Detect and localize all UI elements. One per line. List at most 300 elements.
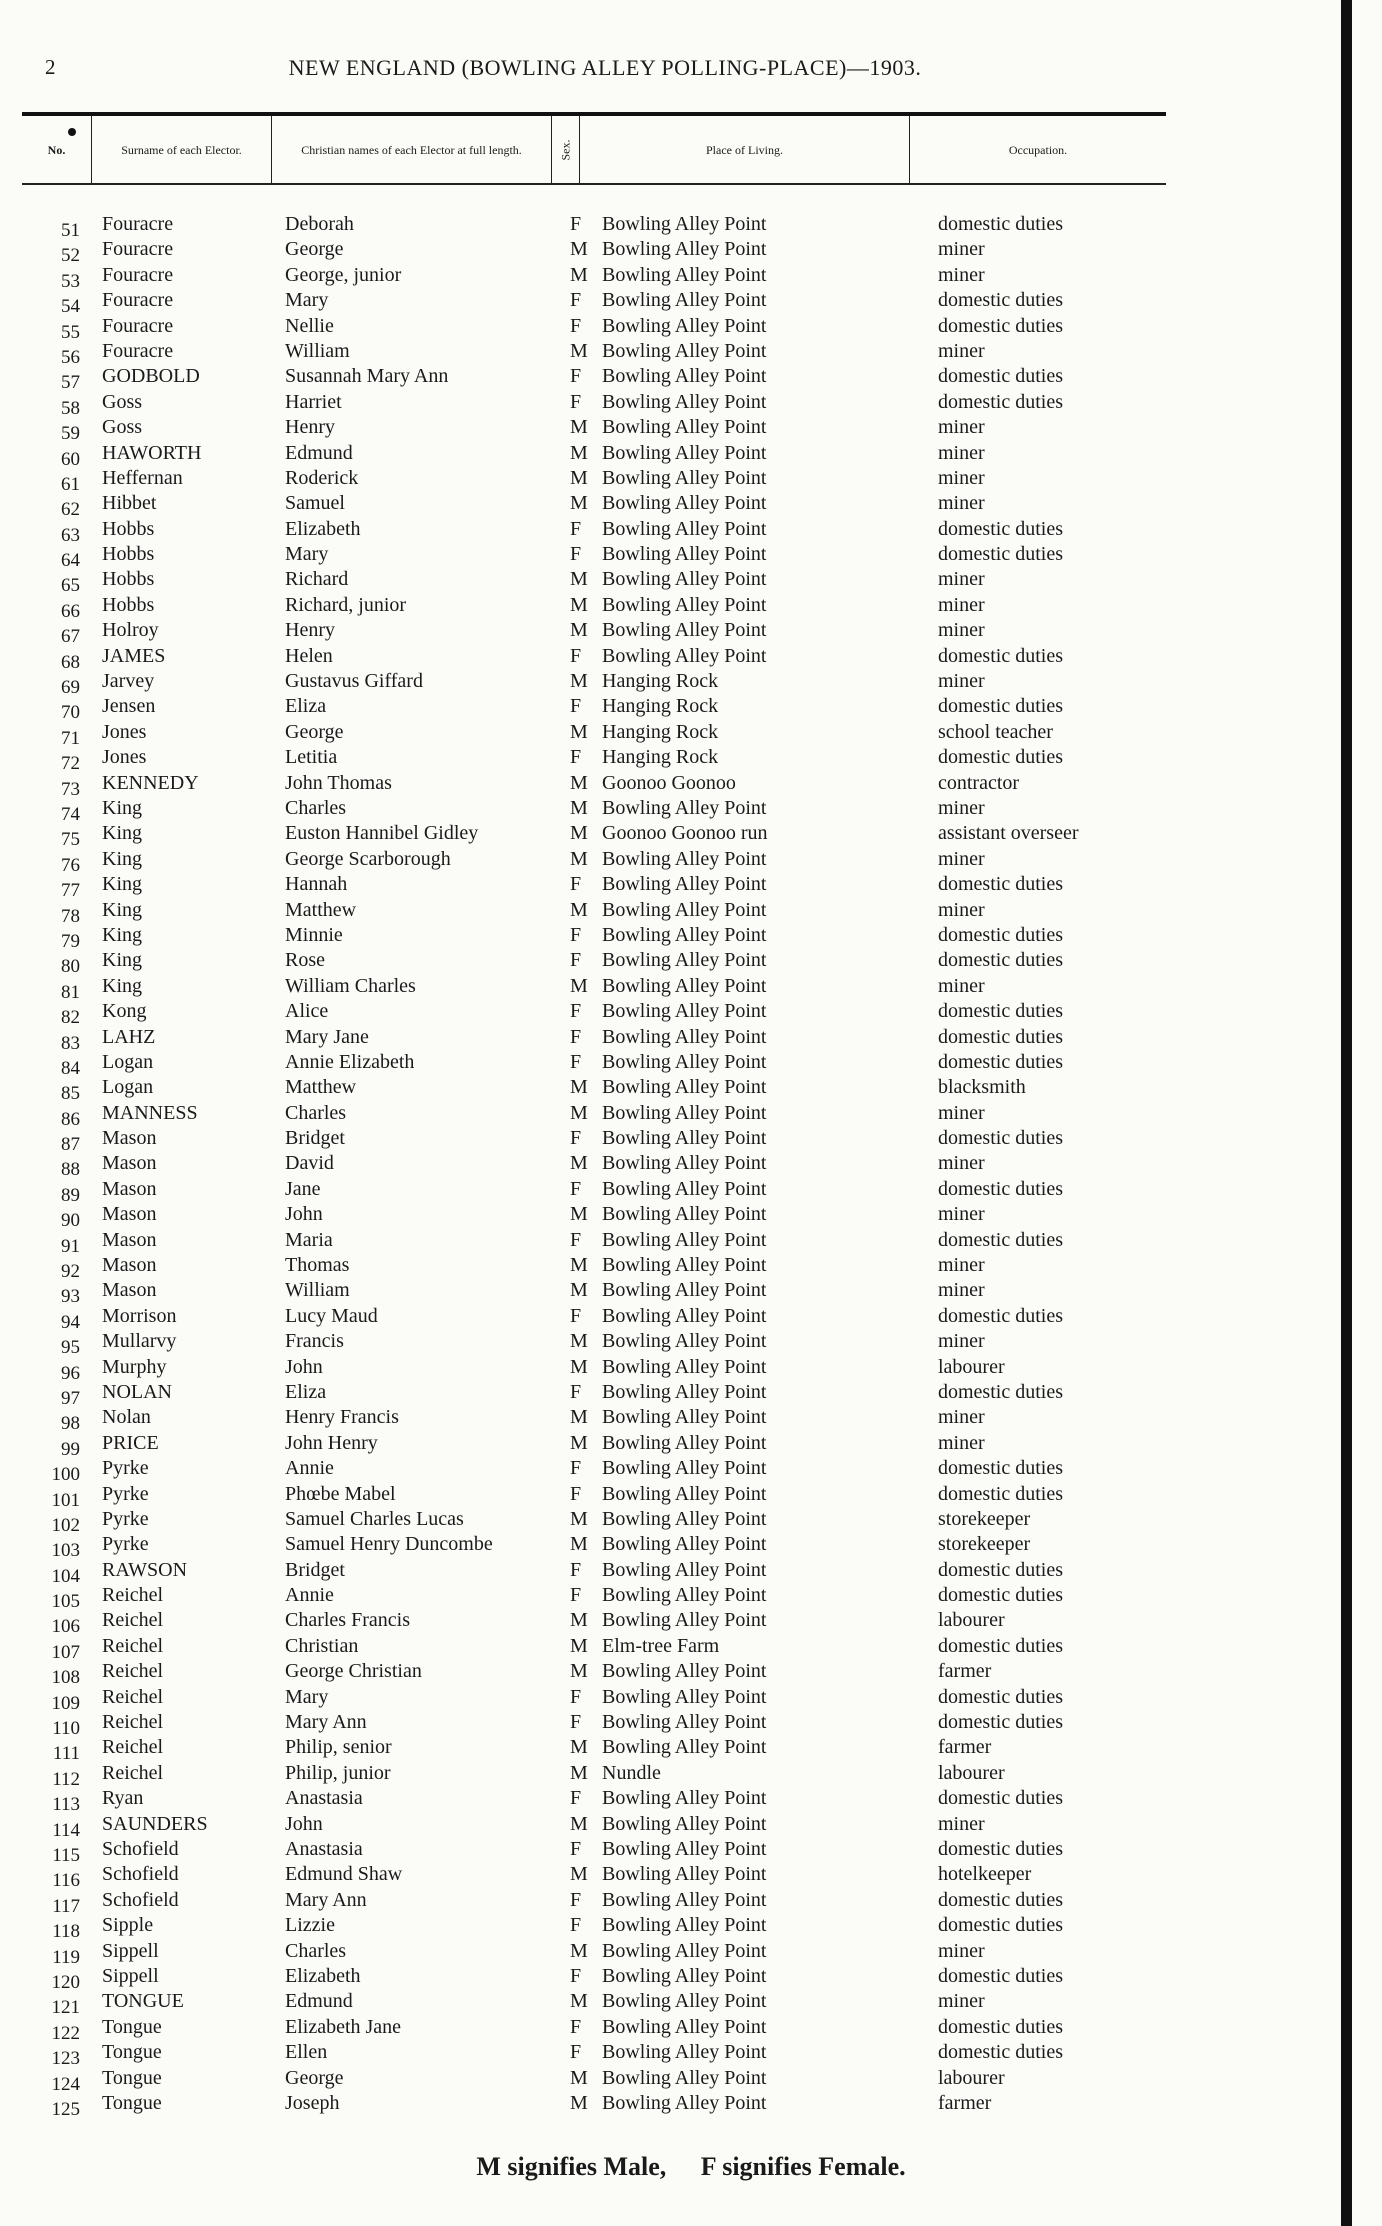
elector-number: 51 bbox=[61, 220, 80, 241]
elector-surname: Reichel bbox=[102, 1711, 164, 1734]
table-row bbox=[0, 2091, 1200, 2120]
header-rule-bottom bbox=[22, 183, 1166, 185]
elector-christian-names: Charles bbox=[285, 796, 347, 819]
elector-number: 53 bbox=[61, 270, 80, 292]
elector-number: 83 bbox=[61, 1032, 80, 1054]
elector-sex: M bbox=[570, 670, 588, 693]
elector-christian-names: Mary Ann bbox=[285, 1711, 367, 1734]
elector-sex: F bbox=[570, 1380, 582, 1403]
elector-occupation: domestic duties bbox=[938, 1838, 1063, 1860]
elector-occupation: domestic duties bbox=[938, 1888, 1063, 1911]
elector-place: Bowling Alley Point bbox=[602, 1711, 767, 1734]
elector-sex: F bbox=[570, 746, 582, 769]
table-row bbox=[0, 999, 1200, 1029]
elector-occupation: miner bbox=[938, 416, 985, 439]
elector-sex: M bbox=[570, 238, 588, 261]
elector-surname: Holroy bbox=[102, 619, 159, 642]
elector-place: Bowling Alley Point bbox=[602, 1127, 767, 1150]
elector-surname: Nolan bbox=[102, 1406, 151, 1429]
table-row bbox=[0, 1812, 1200, 1841]
elector-occupation: miner bbox=[938, 238, 985, 261]
elector-sex: M bbox=[570, 898, 588, 921]
elector-place: Bowling Alley Point bbox=[602, 2041, 767, 2064]
elector-surname: Goss bbox=[102, 416, 143, 439]
elector-place: Bowling Alley Point bbox=[602, 339, 767, 362]
elector-place: Bowling Alley Point bbox=[602, 441, 767, 464]
table-row bbox=[0, 1228, 1200, 1257]
elector-christian-names: Harriet bbox=[285, 390, 342, 413]
elector-occupation: school teacher bbox=[938, 720, 1053, 743]
elector-sex: M bbox=[570, 1863, 588, 1886]
table-row bbox=[0, 1355, 1200, 1384]
elector-sex: M bbox=[570, 1939, 588, 1962]
elector-place: Bowling Alley Point bbox=[602, 416, 767, 439]
elector-number: 93 bbox=[61, 1286, 80, 1308]
elector-surname: Pyrke bbox=[102, 1533, 149, 1556]
elector-number: 55 bbox=[61, 321, 80, 343]
elector-christian-names: Anastasia bbox=[285, 1838, 363, 1860]
page-edge bbox=[1341, 0, 1352, 2226]
elector-sex: M bbox=[570, 974, 588, 997]
elector-sex: F bbox=[570, 2015, 582, 2038]
elector-occupation: miner bbox=[938, 1939, 985, 1962]
elector-surname: King bbox=[102, 974, 142, 997]
elector-place: Bowling Alley Point bbox=[602, 923, 767, 946]
elector-surname: King bbox=[102, 847, 142, 870]
table-row bbox=[0, 1329, 1200, 1359]
elector-number: 120 bbox=[51, 1971, 80, 1993]
elector-occupation: miner bbox=[938, 1431, 985, 1454]
elector-christian-names: George, junior bbox=[285, 263, 402, 286]
table-row bbox=[0, 745, 1200, 775]
table-row bbox=[0, 898, 1200, 927]
elector-christian-names: Joseph bbox=[285, 2091, 340, 2114]
elector-number: 104 bbox=[51, 1565, 80, 1587]
elector-place: Bowling Alley Point bbox=[602, 1660, 767, 1683]
elector-number: 117 bbox=[52, 1895, 80, 1917]
elector-number: 82 bbox=[61, 1007, 80, 1029]
elector-sex: F bbox=[570, 1050, 582, 1073]
elector-sex: F bbox=[570, 873, 582, 896]
elector-number: 72 bbox=[61, 753, 80, 775]
elector-number: 86 bbox=[61, 1108, 80, 1130]
table-row bbox=[0, 923, 1200, 952]
elector-christian-names: John Henry bbox=[285, 1431, 378, 1454]
elector-christian-names: Samuel bbox=[285, 492, 345, 515]
elector-number: 60 bbox=[61, 448, 80, 470]
elector-occupation: miner bbox=[938, 898, 985, 921]
elector-surname: Tongue bbox=[102, 2015, 162, 2038]
elector-number: 87 bbox=[61, 1134, 80, 1156]
elector-number: 64 bbox=[61, 550, 80, 572]
elector-occupation: labourer bbox=[938, 1761, 1005, 1784]
table-row bbox=[0, 567, 1200, 597]
elector-surname: Fouracre bbox=[102, 339, 174, 362]
elector-place: Nundle bbox=[602, 1761, 661, 1784]
elector-occupation: miner bbox=[938, 796, 985, 819]
elector-christian-names: George Scarborough bbox=[285, 847, 451, 870]
elector-surname: Ryan bbox=[102, 1787, 144, 1810]
elector-christian-names: Helen bbox=[285, 644, 333, 667]
table-row bbox=[0, 974, 1200, 1003]
footnote bbox=[0, 2152, 1382, 2182]
elector-occupation: miner bbox=[938, 1406, 985, 1429]
table-row bbox=[0, 1710, 1200, 1740]
table-row bbox=[0, 1558, 1200, 1587]
table-row bbox=[0, 1050, 1200, 1079]
table-row bbox=[0, 1025, 1200, 1054]
elector-sex: M bbox=[570, 1279, 588, 1302]
elector-christian-names: Matthew bbox=[285, 898, 357, 921]
table-row bbox=[0, 1507, 1200, 1536]
elector-sex: F bbox=[570, 543, 582, 566]
elector-occupation: farmer bbox=[938, 2091, 992, 2114]
elector-occupation: labourer bbox=[938, 1609, 1005, 1632]
elector-christian-names: Hannah bbox=[285, 873, 348, 896]
table-row bbox=[0, 1735, 1200, 1765]
elector-sex: M bbox=[570, 492, 588, 515]
elector-surname: Murphy bbox=[102, 1355, 167, 1378]
elector-surname: Reichel bbox=[102, 1660, 164, 1683]
elector-christian-names: Elizabeth bbox=[285, 1964, 361, 1987]
elector-sex: F bbox=[570, 289, 582, 312]
elector-occupation: storekeeper bbox=[938, 1507, 1031, 1530]
table-row bbox=[0, 1151, 1200, 1181]
elector-surname: NOLAN bbox=[102, 1380, 172, 1403]
table-row bbox=[0, 1939, 1200, 1968]
elector-surname: King bbox=[102, 796, 142, 819]
elector-surname: Jensen bbox=[102, 695, 156, 718]
elector-occupation: domestic duties bbox=[938, 365, 1063, 388]
elector-surname: Fouracre bbox=[102, 289, 174, 312]
elector-sex: F bbox=[570, 1787, 582, 1810]
elector-sex: M bbox=[570, 1812, 588, 1835]
elector-christian-names: Nellie bbox=[285, 314, 334, 337]
elector-number: 61 bbox=[61, 473, 80, 495]
elector-christian-names: Francis bbox=[285, 1330, 344, 1353]
elector-sex: M bbox=[570, 1101, 588, 1124]
elector-number: 58 bbox=[61, 397, 80, 419]
elector-number: 81 bbox=[61, 981, 80, 1003]
elector-occupation: contractor bbox=[938, 771, 1020, 794]
elector-christian-names: Bridget bbox=[285, 1127, 345, 1150]
elector-surname: Reichel bbox=[102, 1634, 164, 1657]
elector-place: Bowling Alley Point bbox=[602, 1787, 767, 1810]
elector-occupation: domestic duties bbox=[938, 746, 1063, 769]
elector-surname: TONGUE bbox=[102, 1990, 184, 2013]
elector-christian-names: George bbox=[285, 2066, 344, 2089]
elector-number: 99 bbox=[61, 1438, 80, 1460]
elector-surname: GODBOLD bbox=[102, 365, 200, 388]
elector-occupation: hotelkeeper bbox=[938, 1863, 1032, 1886]
elector-surname: Morrison bbox=[102, 1304, 177, 1327]
elector-number: 98 bbox=[61, 1413, 80, 1435]
elector-number: 109 bbox=[51, 1692, 80, 1714]
elector-place: Bowling Alley Point bbox=[602, 1812, 767, 1835]
footnote-male: M signifies Male, bbox=[476, 2152, 667, 2181]
elector-place: Bowling Alley Point bbox=[602, 1431, 767, 1454]
elector-table bbox=[0, 212, 1200, 2120]
table-row bbox=[0, 593, 1200, 622]
elector-occupation: domestic duties bbox=[938, 1964, 1063, 1987]
elector-sex: F bbox=[570, 1964, 582, 1987]
elector-occupation: domestic duties bbox=[938, 1787, 1063, 1810]
elector-christian-names: Bridget bbox=[285, 1558, 345, 1581]
elector-sex: F bbox=[570, 1304, 582, 1327]
elector-occupation: domestic duties bbox=[938, 1634, 1063, 1657]
elector-number: 63 bbox=[61, 524, 80, 546]
elector-place: Bowling Alley Point bbox=[602, 1101, 767, 1124]
elector-occupation: domestic duties bbox=[938, 1914, 1063, 1937]
table-row bbox=[0, 1532, 1200, 1562]
elector-christian-names: Lucy Maud bbox=[285, 1304, 378, 1327]
elector-place: Bowling Alley Point bbox=[602, 1406, 767, 1429]
elector-number: 96 bbox=[61, 1362, 80, 1384]
elector-surname: King bbox=[102, 873, 142, 896]
elector-occupation: domestic duties bbox=[938, 1482, 1063, 1505]
elector-number: 78 bbox=[61, 905, 80, 927]
elector-place: Bowling Alley Point bbox=[602, 1279, 767, 1302]
elector-sex: M bbox=[570, 1431, 588, 1454]
elector-christian-names: John bbox=[285, 1812, 323, 1835]
elector-place: Bowling Alley Point bbox=[602, 1228, 767, 1251]
elector-christian-names: Eliza bbox=[285, 695, 327, 718]
elector-sex: M bbox=[570, 339, 588, 362]
elector-place: Bowling Alley Point bbox=[602, 2015, 767, 2038]
elector-surname: Heffernan bbox=[102, 466, 183, 489]
elector-occupation: miner bbox=[938, 568, 985, 591]
table-row bbox=[0, 669, 1200, 699]
elector-occupation: domestic duties bbox=[938, 517, 1063, 540]
elector-sex: M bbox=[570, 1761, 588, 1784]
elector-sex: M bbox=[570, 619, 588, 642]
column-header-christian-names: Christian names of each Elector at full length. bbox=[272, 116, 552, 183]
elector-place: Bowling Alley Point bbox=[602, 2091, 767, 2114]
elector-christian-names: Henry Francis bbox=[285, 1406, 399, 1429]
table-row bbox=[0, 1126, 1200, 1156]
elector-sex: M bbox=[570, 263, 588, 286]
elector-number: 57 bbox=[61, 372, 80, 394]
elector-christian-names: Annie Elizabeth bbox=[285, 1050, 415, 1073]
elector-surname: RAWSON bbox=[102, 1558, 188, 1581]
elector-sex: M bbox=[570, 593, 588, 616]
table-row bbox=[0, 441, 1200, 470]
table-row bbox=[0, 1634, 1200, 1663]
elector-occupation: labourer bbox=[938, 1355, 1005, 1378]
elector-christian-names: Elizabeth Jane bbox=[285, 2015, 402, 2038]
elector-surname: Logan bbox=[102, 1076, 154, 1099]
elector-place: Bowling Alley Point bbox=[602, 1888, 767, 1911]
elector-place: Bowling Alley Point bbox=[602, 1584, 767, 1607]
elector-surname: Sippell bbox=[102, 1964, 159, 1987]
elector-occupation: miner bbox=[938, 974, 985, 997]
elector-occupation: domestic duties bbox=[938, 1304, 1063, 1327]
elector-sex: F bbox=[570, 1914, 582, 1937]
elector-sex: F bbox=[570, 644, 582, 667]
elector-christian-names: John Thomas bbox=[285, 771, 392, 794]
elector-number: 124 bbox=[51, 2073, 80, 2095]
elector-place: Bowling Alley Point bbox=[602, 1000, 767, 1023]
elector-place: Bowling Alley Point bbox=[602, 1990, 767, 2013]
elector-surname: Kong bbox=[102, 1000, 147, 1023]
elector-christian-names: Charles bbox=[285, 1939, 347, 1962]
elector-christian-names: Annie bbox=[285, 1584, 334, 1607]
elector-sex: M bbox=[570, 1355, 588, 1378]
elector-sex: M bbox=[570, 1507, 588, 1530]
elector-sex: F bbox=[570, 1177, 582, 1200]
elector-christian-names: Deborah bbox=[285, 213, 354, 235]
elector-sex: F bbox=[570, 923, 582, 946]
elector-number: 114 bbox=[52, 1819, 80, 1841]
table-row bbox=[0, 1837, 1200, 1866]
elector-sex: M bbox=[570, 1330, 588, 1353]
elector-place: Hanging Rock bbox=[602, 670, 719, 693]
elector-place: Bowling Alley Point bbox=[602, 949, 767, 972]
elector-place: Bowling Alley Point bbox=[602, 898, 767, 921]
table-row bbox=[0, 821, 1200, 851]
elector-christian-names: George bbox=[285, 720, 344, 743]
elector-sex: F bbox=[570, 213, 582, 235]
elector-occupation: domestic duties bbox=[938, 1177, 1063, 1200]
elector-number: 76 bbox=[61, 854, 80, 876]
elector-sex: F bbox=[570, 2041, 582, 2064]
elector-sex: M bbox=[570, 1203, 588, 1226]
elector-place: Bowling Alley Point bbox=[602, 1482, 767, 1505]
column-header-sex: Sex. bbox=[552, 116, 580, 183]
elector-christian-names: Samuel Henry Duncombe bbox=[285, 1533, 493, 1556]
elector-sex: F bbox=[570, 365, 582, 388]
table-row bbox=[0, 948, 1200, 978]
elector-number: 54 bbox=[61, 296, 80, 318]
elector-sex: F bbox=[570, 695, 582, 718]
elector-christian-names: Richard bbox=[285, 568, 349, 591]
elector-christian-names: Charles Francis bbox=[285, 1609, 410, 1632]
elector-occupation: domestic duties bbox=[938, 1228, 1063, 1251]
elector-place: Bowling Alley Point bbox=[602, 974, 767, 997]
elector-sex: F bbox=[570, 1457, 582, 1480]
elector-christian-names: Annie bbox=[285, 1457, 334, 1480]
elector-sex: M bbox=[570, 1076, 588, 1099]
table-row bbox=[0, 1202, 1200, 1232]
elector-sex: F bbox=[570, 949, 582, 972]
elector-sex: F bbox=[570, 390, 582, 413]
elector-place: Bowling Alley Point bbox=[602, 1304, 767, 1327]
elector-christian-names: Thomas bbox=[285, 1254, 350, 1277]
elector-occupation: labourer bbox=[938, 2066, 1005, 2089]
elector-number: 79 bbox=[61, 930, 80, 952]
elector-sex: M bbox=[570, 1736, 588, 1759]
elector-occupation: miner bbox=[938, 1101, 985, 1124]
elector-christian-names: Edmund bbox=[285, 1990, 353, 2013]
elector-surname: Reichel bbox=[102, 1584, 164, 1607]
elector-christian-names: Phœbe Mabel bbox=[285, 1482, 396, 1505]
elector-number: 85 bbox=[61, 1083, 80, 1105]
elector-christian-names: Henry bbox=[285, 619, 335, 642]
elector-number: 105 bbox=[51, 1591, 80, 1613]
elector-occupation: storekeeper bbox=[938, 1533, 1031, 1556]
elector-christian-names: Mary Jane bbox=[285, 1025, 369, 1048]
elector-surname: Fouracre bbox=[102, 238, 174, 261]
table-row bbox=[0, 1405, 1200, 1435]
elector-christian-names: John bbox=[285, 1355, 323, 1378]
elector-number: 90 bbox=[61, 1210, 80, 1232]
elector-sex: M bbox=[570, 1254, 588, 1277]
elector-surname: LAHZ bbox=[102, 1025, 156, 1048]
table-row bbox=[0, 1482, 1200, 1511]
page-title: NEW ENGLAND (BOWLING ALLEY POLLING-PLACE)—1903. bbox=[288, 55, 922, 80]
elector-number: 89 bbox=[61, 1184, 80, 1206]
elector-occupation: domestic duties bbox=[938, 390, 1063, 413]
elector-sex: F bbox=[570, 1228, 582, 1251]
elector-occupation: domestic duties bbox=[938, 1457, 1063, 1480]
elector-christian-names: Matthew bbox=[285, 1076, 357, 1099]
column-header-surname: Surname of each Elector. bbox=[92, 116, 272, 183]
elector-surname: King bbox=[102, 822, 142, 845]
elector-place: Elm-tree Farm bbox=[602, 1634, 720, 1657]
elector-place: Bowling Alley Point bbox=[602, 1558, 767, 1581]
elector-occupation: domestic duties bbox=[938, 1558, 1063, 1581]
table-row bbox=[0, 1431, 1200, 1460]
elector-surname: Mason bbox=[102, 1203, 157, 1226]
table-row bbox=[0, 1101, 1200, 1130]
elector-surname: King bbox=[102, 949, 142, 972]
elector-place: Goonoo Goonoo bbox=[602, 771, 736, 794]
elector-christian-names: David bbox=[285, 1152, 334, 1175]
table-row bbox=[0, 314, 1200, 343]
elector-surname: Reichel bbox=[102, 1609, 164, 1632]
elector-christian-names: Mary bbox=[285, 543, 329, 566]
table-row bbox=[0, 466, 1200, 495]
elector-place: Bowling Alley Point bbox=[602, 1076, 767, 1099]
elector-christian-names: William bbox=[285, 1279, 350, 1302]
elector-christian-names: Richard, junior bbox=[285, 593, 407, 616]
elector-place: Bowling Alley Point bbox=[602, 847, 767, 870]
elector-surname: KENNEDY bbox=[102, 771, 199, 794]
elector-occupation: miner bbox=[938, 263, 985, 286]
elector-place: Bowling Alley Point bbox=[602, 644, 767, 667]
elector-occupation: domestic duties bbox=[938, 644, 1063, 667]
elector-sex: M bbox=[570, 466, 588, 489]
table-row bbox=[0, 771, 1200, 800]
elector-number: 123 bbox=[51, 2048, 80, 2070]
elector-surname: Mason bbox=[102, 1127, 157, 1150]
elector-number: 84 bbox=[61, 1057, 80, 1079]
elector-occupation: domestic duties bbox=[938, 1000, 1063, 1023]
elector-number: 119 bbox=[52, 1946, 80, 1968]
elector-sex: M bbox=[570, 847, 588, 870]
elector-place: Bowling Alley Point bbox=[602, 1152, 767, 1175]
elector-sex: M bbox=[570, 416, 588, 439]
table-row bbox=[0, 415, 1200, 445]
elector-sex: M bbox=[570, 822, 588, 845]
table-row bbox=[0, 720, 1200, 749]
table-row bbox=[0, 847, 1200, 876]
elector-surname: Tongue bbox=[102, 2091, 162, 2114]
elector-number: 92 bbox=[61, 1261, 80, 1283]
elector-sex: M bbox=[570, 1634, 588, 1657]
elector-christian-names: Rose bbox=[285, 949, 325, 972]
elector-occupation: miner bbox=[938, 1330, 985, 1353]
elector-christian-names: Christian bbox=[285, 1634, 359, 1657]
elector-place: Bowling Alley Point bbox=[602, 593, 767, 616]
elector-surname: Hobbs bbox=[102, 517, 155, 540]
table-row bbox=[0, 1964, 1200, 1993]
elector-surname: Pyrke bbox=[102, 1507, 149, 1530]
elector-surname: Hobbs bbox=[102, 543, 155, 566]
table-row bbox=[0, 263, 1200, 292]
elector-number: 116 bbox=[52, 1870, 80, 1892]
elector-number: 118 bbox=[52, 1921, 80, 1943]
